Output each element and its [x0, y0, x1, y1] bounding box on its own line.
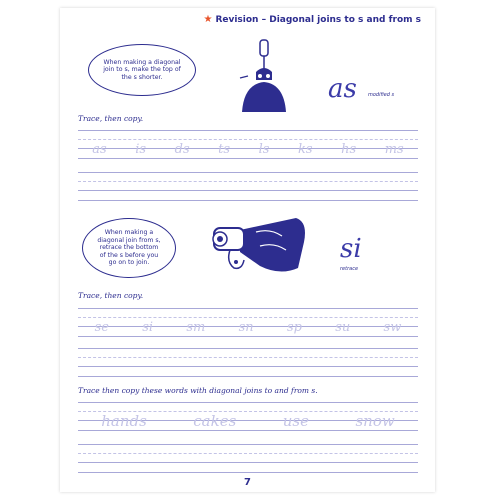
trace-word: ts: [218, 142, 231, 157]
bubble-line: When making a: [104, 229, 154, 237]
bubble-line: the s shorter.: [121, 73, 163, 81]
sample-note-modified-s: modified s: [368, 92, 395, 98]
bubble-line: go on to join.: [108, 259, 150, 267]
trace-row-section2: [78, 320, 418, 335]
trace-word: ds: [174, 142, 190, 157]
trace-word: ms: [384, 142, 404, 157]
sample-letters-as: as: [328, 74, 357, 104]
trace-word: snow: [355, 412, 395, 430]
trace-word: hands: [101, 412, 147, 430]
page-title: Revision – Diagonal joins to s and from s: [215, 14, 421, 25]
trace-row-section1: [78, 142, 418, 157]
bubble-line: join to s, make the top of: [103, 66, 181, 74]
trace-word: ks: [298, 142, 313, 157]
trace-row-section3: [78, 412, 418, 430]
sample-note-retrace: retrace: [340, 266, 359, 272]
page-header: [203, 14, 421, 25]
trace-word: se: [94, 320, 109, 335]
trace-word: as: [92, 142, 107, 157]
trace-word: sw: [383, 320, 402, 335]
trace-word: use: [282, 412, 310, 430]
page-number: 7: [244, 477, 251, 488]
instruction-trace-copy: Trace, then copy.: [78, 114, 144, 123]
trace-word: sn: [238, 320, 254, 335]
robot-character-icon: [220, 36, 290, 116]
trace-word: ls: [258, 142, 270, 157]
torch-hand-illustration-icon: [200, 212, 310, 282]
trace-word: sm: [186, 320, 206, 335]
bubble-line: of the s before you: [99, 251, 159, 259]
speech-bubble-join-to-s: [88, 44, 196, 96]
trace-word: is: [135, 142, 147, 157]
worksheet-page: [60, 8, 435, 492]
trace-word: hs: [341, 142, 357, 157]
trace-word: si: [142, 320, 154, 335]
speech-bubble-join-from-s: [82, 218, 176, 278]
bubble-line: retrace the bottom: [99, 244, 159, 252]
instruction-trace-copy: Trace, then copy.: [78, 291, 144, 300]
trace-word: su: [335, 320, 351, 335]
trace-word: cakes: [193, 412, 237, 430]
instruction-trace-copy-words: Trace then copy these words with diagonal joins to and from s.: [78, 386, 318, 395]
bubble-line: When making a diagonal: [103, 58, 181, 66]
sample-letters-si: si: [340, 234, 362, 264]
trace-word: sp: [286, 320, 302, 335]
star-icon: ★: [203, 14, 213, 25]
bubble-line: diagonal join from s,: [97, 236, 161, 244]
